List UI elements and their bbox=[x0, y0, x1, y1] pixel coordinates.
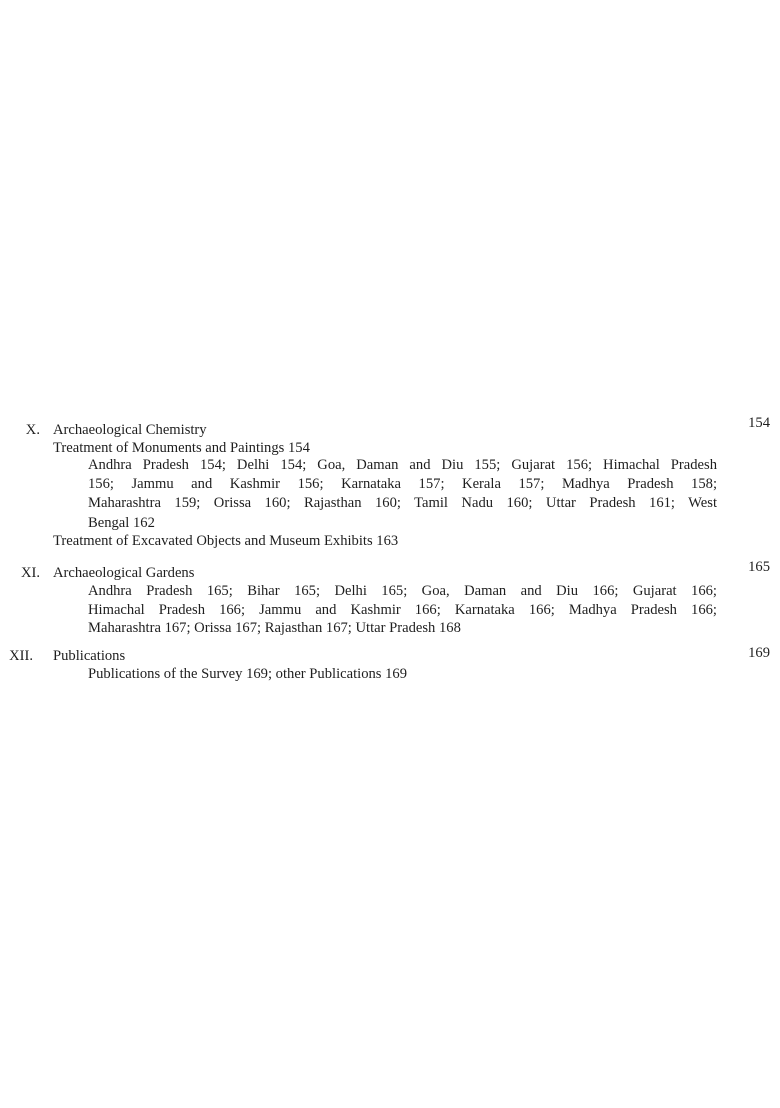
subsection-title: Treatment of Excavated Objects and Museum Exhibits 163 bbox=[53, 533, 399, 549]
section-numeral: XII. bbox=[9, 648, 33, 664]
section-numeral: XI. bbox=[20, 565, 40, 581]
section-title: Publications bbox=[53, 648, 126, 664]
toc-entry-line: Andhra Pradesh 154; Delhi 154; Goa, Daman and Diu 155; Gujarat 156; Himachal Pradesh bbox=[88, 457, 717, 473]
toc-entry-line: Maharashtra 167; Orissa 167; Rajasthan 167; Uttar Pradesh 168 bbox=[88, 620, 461, 636]
section-numeral: X. bbox=[25, 422, 40, 438]
section-title: Archaeological Gardens bbox=[53, 565, 195, 581]
section-page-number: 169 bbox=[748, 645, 770, 661]
section-title: Archaeological Chemistry bbox=[53, 422, 207, 438]
toc-entry-line: 156; Jammu and Kashmir 156; Karnataka 157; Kerala 157; Madhya Pradesh 158; bbox=[88, 476, 717, 492]
toc-entry-line: Himachal Pradesh 166; Jammu and Kashmir 166; Karnataka 166; Madhya Pradesh 166; bbox=[88, 602, 717, 618]
subsection-title: Treatment of Monuments and Paintings 154 bbox=[53, 440, 310, 456]
toc-entry-line: Bengal 162 bbox=[88, 515, 155, 531]
toc-entry-line: Andhra Pradesh 165; Bihar 165; Delhi 165; Goa, Daman and Diu 166; Gujarat 166; bbox=[88, 583, 717, 599]
section-page-number: 165 bbox=[748, 559, 770, 575]
section-page-number: 154 bbox=[748, 415, 770, 431]
toc-entry-line: Publications of the Survey 169; other Publications 169 bbox=[88, 666, 408, 682]
toc-entry-line: Maharashtra 159; Orissa 160; Rajasthan 160; Tamil Nadu 160; Uttar Pradesh 161; West bbox=[88, 495, 717, 511]
